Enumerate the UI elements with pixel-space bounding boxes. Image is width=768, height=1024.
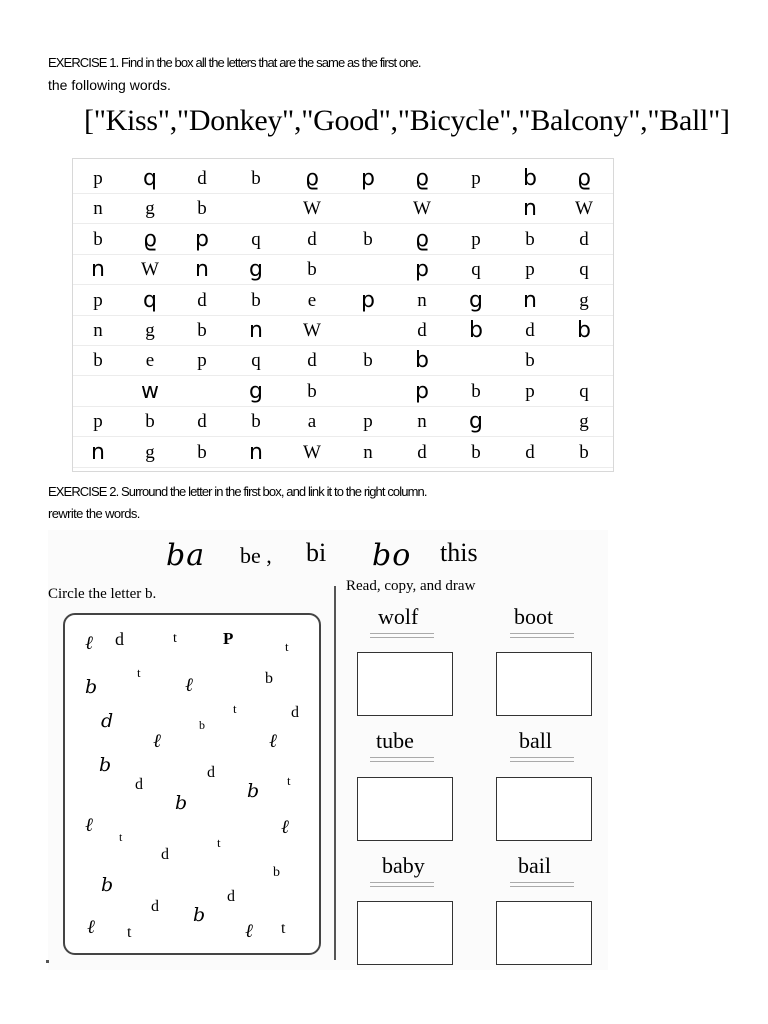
box-letter: t <box>281 920 286 937</box>
grid-row <box>73 347 613 376</box>
box-letter: d <box>207 764 215 781</box>
grid-letter <box>343 195 393 223</box>
grid-letter: d <box>579 228 589 250</box>
copy-lines <box>510 633 574 643</box>
syllable-this: this <box>440 538 478 567</box>
grid-row <box>73 287 613 316</box>
grid-letter: n <box>93 198 103 220</box>
circle-label: Circle the letter b. <box>48 586 157 602</box>
grid-letter: p <box>471 228 481 250</box>
letter-grid <box>72 158 614 472</box>
word-bail: bail <box>518 853 551 878</box>
grid-letter: g <box>579 411 589 433</box>
grid-letter: n <box>249 439 263 465</box>
draw-box-bail[interactable] <box>496 901 592 965</box>
grid-letter: g <box>579 289 589 311</box>
grid-letter: W <box>303 320 321 341</box>
grid-letter: b <box>579 441 589 463</box>
box-letter: d <box>101 710 114 732</box>
grid-letter: d <box>525 441 535 463</box>
box-letter: b <box>101 874 114 896</box>
grid-letter <box>559 347 609 375</box>
grid-letter: g <box>469 409 483 435</box>
box-letter: ℓ <box>269 730 277 752</box>
grid-letter <box>343 317 393 345</box>
syllable-ba: ba <box>166 538 206 573</box>
grid-letter: q <box>251 350 261 372</box>
word-tube: tube <box>376 728 414 753</box>
box-letter: t <box>285 639 289 654</box>
grid-letter: p <box>363 411 373 433</box>
copy-lines <box>370 882 434 892</box>
grid-letter: b <box>197 320 207 341</box>
grid-row <box>73 378 613 407</box>
grid-letter: d <box>307 228 317 250</box>
grid-letter: q <box>471 259 481 281</box>
box-letter: P <box>223 629 234 648</box>
grid-letter: e <box>145 350 155 372</box>
copy-lines <box>510 757 574 767</box>
box-letter: ℓ <box>87 916 95 938</box>
grid-letter: q <box>251 228 261 250</box>
grid-row <box>73 439 613 468</box>
grid-letter: b <box>523 166 537 191</box>
box-letter: b <box>175 792 188 814</box>
grid-row <box>73 256 613 285</box>
grid-letter: p <box>93 411 103 433</box>
grid-letter: b <box>469 318 483 343</box>
column-divider <box>334 586 336 960</box>
grid-letter: b <box>577 318 591 343</box>
grid-letter: b <box>251 289 261 311</box>
grid-letter: W <box>303 441 321 463</box>
box-letter: d <box>115 629 124 649</box>
grid-letter: b <box>251 168 261 189</box>
box-letter: t <box>233 701 237 716</box>
box-letter: b <box>247 780 260 802</box>
grid-letter: d <box>197 289 207 311</box>
grid-letter: p <box>415 257 429 283</box>
box-letter: b <box>193 904 206 926</box>
grid-letter: w <box>141 378 159 404</box>
grid-letter: b <box>93 228 103 250</box>
draw-box-tube[interactable] <box>357 777 453 841</box>
box-letter: b <box>99 754 112 776</box>
grid-letter: n <box>91 439 105 465</box>
grid-letter: d <box>417 320 427 341</box>
grid-letter: p <box>525 259 535 281</box>
grid-letter: g <box>469 287 483 313</box>
copy-lines <box>370 633 434 643</box>
grid-letter: e <box>307 289 317 311</box>
grid-letter: p <box>525 380 535 402</box>
grid-letter: p <box>415 378 429 404</box>
grid-letter: d <box>197 411 207 433</box>
letter-box <box>63 613 321 955</box>
exercise2-heading: EXERCISE 2. Surround the letter in the first box, and link it to the right column. <box>48 484 427 499</box>
grid-letter: p <box>361 166 375 191</box>
grid-letter: b <box>307 259 317 281</box>
grid-letter <box>177 378 227 406</box>
syllable-bo: bo <box>372 538 412 573</box>
box-letter: b <box>273 865 280 880</box>
box-letter: ℓ <box>281 816 289 838</box>
grid-letter: p <box>471 168 481 189</box>
grid-letter: b <box>471 380 481 402</box>
box-letter: ℓ <box>85 814 93 836</box>
grid-letter: g <box>145 198 155 220</box>
grid-letter: W <box>575 198 593 220</box>
grid-row <box>73 317 613 346</box>
grid-letter: b <box>363 228 373 250</box>
box-letter: ℓ <box>153 730 161 752</box>
grid-letter <box>451 195 501 223</box>
grid-letter: b <box>471 441 481 463</box>
box-letter: b <box>265 670 273 687</box>
word-baby: baby <box>382 853 425 878</box>
draw-box-wolf[interactable] <box>357 652 453 716</box>
grid-letter: ϱ <box>305 166 319 191</box>
draw-box-ball[interactable] <box>496 777 592 841</box>
grid-letter: n <box>93 320 103 341</box>
box-letter: d <box>227 888 235 905</box>
word-ball: ball <box>519 728 552 753</box>
grid-letter: n <box>249 318 263 343</box>
grid-letter: d <box>525 320 535 341</box>
box-letter: ℓ <box>245 920 253 942</box>
grid-letter: g <box>145 320 155 341</box>
box-letter: t <box>217 835 221 850</box>
box-letter: t <box>287 773 291 788</box>
grid-letter: b <box>363 350 373 372</box>
grid-row <box>73 195 613 224</box>
grid-letter <box>231 195 281 223</box>
grid-letter: b <box>525 350 535 372</box>
grid-letter: d <box>307 350 317 372</box>
grid-letter <box>343 378 393 406</box>
grid-letter <box>73 378 123 406</box>
grid-letter: a <box>307 411 317 433</box>
syllable-be: be , <box>240 543 272 568</box>
grid-letter: g <box>249 378 263 404</box>
box-letter: t <box>127 924 132 941</box>
grid-letter: p <box>197 350 207 372</box>
grid-letter: n <box>363 441 373 463</box>
grid-letter: b <box>307 380 317 402</box>
grid-letter: p <box>93 289 103 311</box>
exercise2-subheading: rewrite the words. <box>48 506 140 521</box>
grid-letter: d <box>197 168 207 189</box>
box-letter: t <box>119 830 123 844</box>
grid-letter: p <box>195 226 209 252</box>
box-letter: t <box>173 631 177 646</box>
grid-row <box>73 165 613 194</box>
grid-letter: q <box>579 380 589 402</box>
grid-row <box>73 408 613 437</box>
grid-letter: b <box>145 411 155 433</box>
grid-letter: b <box>525 228 535 250</box>
copy-lines <box>510 882 574 892</box>
grid-letter: q <box>579 259 589 281</box>
box-letter: d <box>161 846 169 863</box>
box-letter: d <box>135 776 143 793</box>
grid-letter: n <box>417 411 427 433</box>
grid-letter: ϱ <box>415 226 429 252</box>
grid-letter: n <box>417 289 427 311</box>
grid-letter: g <box>249 257 263 283</box>
grid-letter <box>343 256 393 284</box>
box-letter: b <box>85 676 98 698</box>
grid-letter <box>505 408 555 436</box>
exercise1-subheading: the following words. <box>48 77 171 93</box>
grid-letter: ϱ <box>415 166 429 191</box>
grid-letter: b <box>197 441 207 463</box>
box-letter: t <box>137 665 141 680</box>
grid-letter: n <box>91 257 105 283</box>
grid-letter: b <box>415 348 429 374</box>
word-boot: boot <box>514 604 554 629</box>
grid-letter: p <box>361 287 375 313</box>
grid-letter: n <box>523 287 537 313</box>
grid-letter: q <box>143 166 157 191</box>
grid-letter: n <box>195 257 209 283</box>
box-letter: ℓ <box>85 632 93 654</box>
corner-mark <box>46 960 49 963</box>
grid-letter: q <box>143 287 157 313</box>
grid-letter: b <box>93 350 103 372</box>
grid-letter: b <box>251 411 261 433</box>
grid-letter: W <box>413 198 431 220</box>
exercise1-heading: EXERCISE 1. Find in the box all the letters that are the same as the first one. <box>48 55 421 70</box>
grid-letter: W <box>141 259 159 281</box>
draw-box-baby[interactable] <box>357 901 453 965</box>
grid-letter: W <box>303 198 321 220</box>
syllable-bi: bi <box>306 538 327 567</box>
draw-box-boot[interactable] <box>496 652 592 716</box>
grid-letter: p <box>93 168 103 189</box>
copy-lines <box>370 757 434 767</box>
box-letter: b <box>199 718 205 732</box>
grid-letter: ϱ <box>577 166 591 191</box>
box-letter: d <box>291 704 299 721</box>
grid-letter: g <box>145 441 155 463</box>
word-wolf: wolf <box>378 604 419 629</box>
read-copy-draw-label: Read, copy, and draw <box>346 578 476 594</box>
grid-letter: ϱ <box>143 226 157 252</box>
box-letter: d <box>151 898 159 915</box>
grid-letter: b <box>197 198 207 220</box>
word-list: ["Kiss","Donkey","Good","Bicycle","Balcony","Ball"] <box>84 104 730 137</box>
box-letter: ℓ <box>185 674 193 696</box>
grid-letter: n <box>523 196 537 222</box>
grid-letter: d <box>417 441 427 463</box>
grid-letter <box>451 347 501 375</box>
grid-row <box>73 226 613 255</box>
